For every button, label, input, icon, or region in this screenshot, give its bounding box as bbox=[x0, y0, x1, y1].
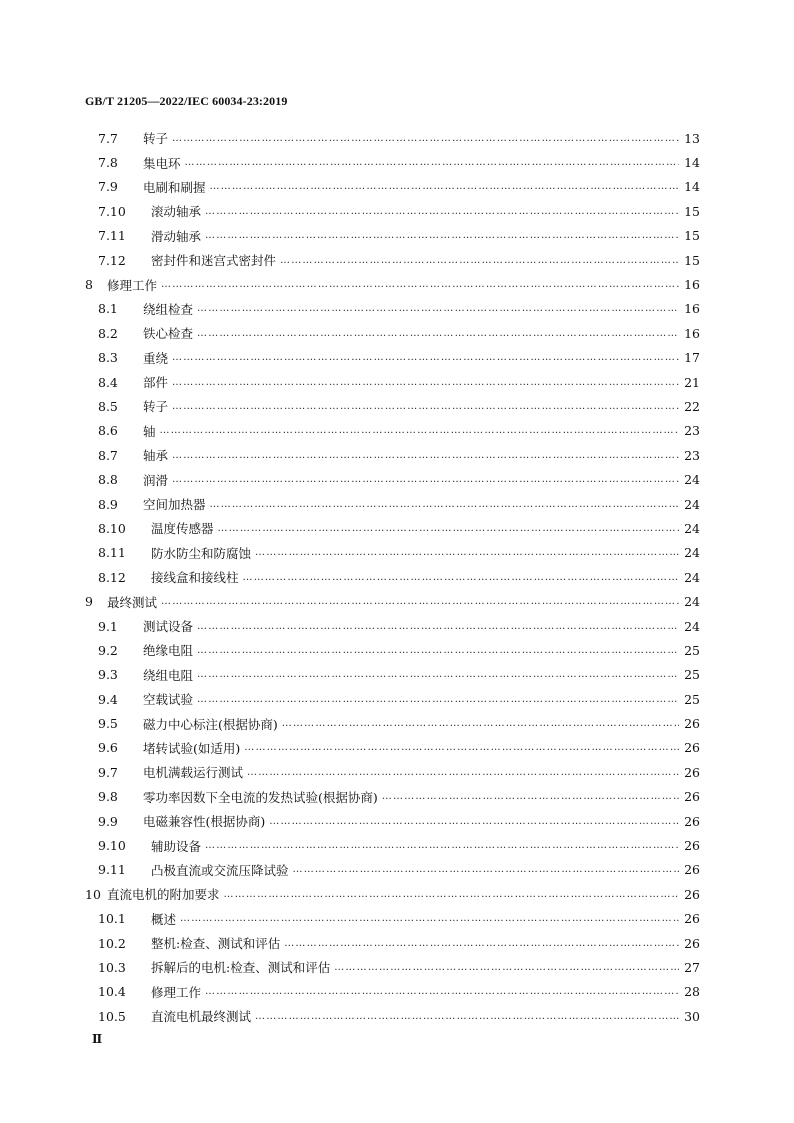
toc-entry-number: 7.8 bbox=[98, 155, 118, 171]
toc-entry[interactable] bbox=[84, 785, 700, 809]
toc-leader-dots bbox=[172, 352, 679, 363]
toc-entry-title: 空载试验 bbox=[143, 692, 194, 708]
toc-leader-dots bbox=[197, 645, 679, 656]
toc-entry-title: 转子 bbox=[143, 131, 169, 147]
toc-entry-page: 24 bbox=[684, 472, 700, 488]
toc-entry-page: 26 bbox=[684, 764, 700, 780]
toc-entry-title: 电机满载运行测试 bbox=[143, 765, 244, 781]
toc-entry-title: 绝缘电阻 bbox=[143, 643, 194, 659]
toc-leader-dots bbox=[210, 499, 680, 510]
toc-entry-page: 16 bbox=[684, 325, 700, 341]
toc-entry-number: 7.7 bbox=[98, 130, 118, 146]
toc-leader-dots bbox=[293, 864, 680, 875]
toc-leader-dots bbox=[172, 377, 679, 388]
toc-entry-title: 直流电机最终测试 bbox=[151, 1009, 252, 1025]
toc-entry-page: 24 bbox=[684, 496, 700, 512]
toc-leader-dots bbox=[269, 816, 679, 827]
toc-entry[interactable] bbox=[84, 638, 700, 662]
toc-entry-number: 10.1 bbox=[98, 911, 126, 927]
toc-entry-page: 26 bbox=[684, 886, 700, 902]
toc-entry-page: 22 bbox=[684, 398, 700, 414]
toc-leader-dots bbox=[243, 572, 680, 583]
toc-entry-number: 8.4 bbox=[98, 374, 118, 390]
toc-leader-dots bbox=[255, 547, 679, 558]
toc-entry[interactable] bbox=[84, 663, 700, 687]
toc-leader-dots bbox=[180, 913, 679, 924]
toc-entry-number: 8.6 bbox=[98, 423, 118, 439]
toc-entry[interactable] bbox=[84, 516, 700, 540]
toc-entry[interactable] bbox=[84, 321, 700, 345]
toc-entry-title: 润滑 bbox=[143, 472, 169, 488]
toc-entry-page: 25 bbox=[684, 691, 700, 707]
toc-entry-page: 16 bbox=[684, 277, 700, 293]
toc-entry-number: 8.1 bbox=[98, 301, 118, 317]
toc-entry-page: 23 bbox=[684, 423, 700, 439]
toc-entry-page: 25 bbox=[684, 667, 700, 683]
document-header: GB/T 21205—2022/IEC 60034-23:2019 bbox=[85, 94, 288, 108]
toc-leader-dots bbox=[210, 181, 680, 192]
toc-entry-title: 拆解后的电机:检查、测试和评估 bbox=[151, 960, 331, 976]
toc-entry[interactable] bbox=[84, 565, 700, 589]
toc-entry-page: 30 bbox=[684, 1008, 700, 1024]
toc-entry[interactable] bbox=[84, 882, 700, 906]
toc-entry-page: 23 bbox=[684, 447, 700, 463]
toc-leader-dots bbox=[160, 425, 680, 436]
toc-entry-number: 9.8 bbox=[98, 789, 118, 805]
toc-entry-page: 24 bbox=[684, 569, 700, 585]
toc-entry-title: 整机:检查、测试和评估 bbox=[151, 936, 281, 952]
toc-entry-number: 8.10 bbox=[98, 520, 126, 536]
toc-leader-dots bbox=[185, 157, 680, 168]
toc-entry-number: 8.2 bbox=[98, 325, 118, 341]
toc-entry[interactable] bbox=[84, 175, 700, 199]
toc-entry-page: 15 bbox=[684, 203, 700, 219]
toc-entry-title: 接线盒和接线柱 bbox=[151, 570, 239, 586]
toc-entry-page: 24 bbox=[684, 594, 700, 610]
toc-entry-number: 9.3 bbox=[98, 667, 118, 683]
toc-entry-title: 滑动轴承 bbox=[151, 228, 202, 244]
toc-leader-dots bbox=[334, 962, 679, 973]
toc-entry[interactable] bbox=[84, 150, 700, 174]
toc-entry-title: 轴承 bbox=[143, 448, 169, 464]
toc-entry-number: 8.11 bbox=[98, 545, 126, 561]
toc-entry-number: 8.3 bbox=[98, 350, 118, 366]
toc-leader-dots bbox=[218, 523, 680, 534]
toc-entry-page: 17 bbox=[684, 350, 700, 366]
toc-entry-title: 堵转试验(如适用) bbox=[143, 740, 241, 756]
toc-entry[interactable] bbox=[84, 443, 700, 467]
toc-entry-title: 概述 bbox=[151, 911, 177, 927]
toc-entry-page: 15 bbox=[684, 228, 700, 244]
toc-entry-number: 7.11 bbox=[98, 228, 126, 244]
toc-entry-title: 电刷和刷握 bbox=[143, 179, 206, 195]
toc-entry-page: 28 bbox=[684, 984, 700, 1000]
toc-entry-title: 部件 bbox=[143, 375, 169, 391]
toc-entry-page: 24 bbox=[684, 618, 700, 634]
toc-leader-dots bbox=[172, 133, 679, 144]
toc-entry-page: 14 bbox=[684, 179, 700, 195]
toc-entry[interactable] bbox=[84, 833, 700, 857]
toc-leader-dots bbox=[255, 1011, 679, 1022]
toc-entry-title: 直流电机的附加要求 bbox=[107, 887, 220, 903]
toc-entry-title: 绕组检查 bbox=[143, 301, 194, 317]
toc-entry[interactable] bbox=[84, 370, 700, 394]
toc-entry-title: 测试设备 bbox=[143, 619, 194, 634]
toc-entry[interactable] bbox=[84, 589, 700, 613]
toc-leader-dots bbox=[280, 255, 679, 266]
toc-entry-number: 10.4 bbox=[98, 984, 126, 1000]
toc-entry-number: 8.5 bbox=[98, 398, 118, 414]
toc-entry-number: 7.12 bbox=[98, 252, 126, 268]
toc-entry-number: 10.2 bbox=[98, 935, 126, 951]
toc-entry-page: 26 bbox=[684, 911, 700, 927]
toc-entry-title: 修理工作 bbox=[107, 277, 158, 293]
toc-leader-dots bbox=[247, 767, 679, 778]
toc-leader-dots bbox=[172, 474, 679, 485]
toc-leader-dots bbox=[284, 938, 679, 949]
toc-leader-dots bbox=[197, 621, 679, 632]
toc-entry-page: 26 bbox=[684, 789, 700, 805]
toc-entry-number: 9 bbox=[85, 594, 93, 610]
toc-entry-page: 26 bbox=[684, 838, 700, 854]
toc-entry[interactable] bbox=[84, 687, 700, 711]
toc-entry-number: 8.12 bbox=[98, 569, 126, 585]
toc-entry[interactable] bbox=[84, 955, 700, 979]
toc-entry-title: 修理工作 bbox=[151, 984, 202, 1000]
toc-entry-number: 8.7 bbox=[98, 447, 118, 463]
toc-entry-page: 24 bbox=[684, 520, 700, 536]
toc-leader-dots bbox=[161, 596, 679, 607]
table-of-contents bbox=[84, 126, 700, 1028]
toc-entry[interactable] bbox=[84, 492, 700, 516]
toc-entry-page: 26 bbox=[684, 813, 700, 829]
toc-entry-number: 10.5 bbox=[98, 1008, 126, 1024]
toc-leader-dots bbox=[224, 889, 680, 900]
toc-entry-page: 24 bbox=[684, 545, 700, 561]
toc-entry-page: 21 bbox=[684, 374, 700, 390]
toc-entry-title: 集电环 bbox=[143, 155, 181, 171]
toc-leader-dots bbox=[172, 401, 679, 412]
page-number: Ⅱ bbox=[92, 1032, 103, 1046]
toc-entry-page: 13 bbox=[684, 130, 700, 146]
toc-entry-page: 16 bbox=[684, 301, 700, 317]
toc-entry[interactable] bbox=[84, 711, 700, 735]
toc-entry-title: 绕组电阻 bbox=[143, 667, 194, 683]
toc-leader-dots bbox=[172, 450, 679, 461]
toc-entry-number: 8 bbox=[85, 277, 93, 293]
toc-entry-page: 25 bbox=[684, 642, 700, 658]
toc-entry[interactable] bbox=[84, 907, 700, 931]
toc-entry-title: 空间加热器 bbox=[143, 497, 206, 513]
toc-entry-title: 电磁兼容性(根据协商) bbox=[143, 814, 266, 830]
toc-leader-dots bbox=[161, 279, 679, 290]
toc-entry-page: 14 bbox=[684, 155, 700, 171]
toc-entry[interactable] bbox=[84, 614, 700, 638]
toc-entry[interactable] bbox=[84, 224, 700, 248]
toc-entry-number: 8.8 bbox=[98, 472, 118, 488]
toc-entry[interactable] bbox=[84, 931, 700, 955]
toc-leader-dots bbox=[197, 694, 679, 705]
toc-leader-dots bbox=[382, 791, 679, 802]
toc-entry-title: 密封件和迷宫式密封件 bbox=[151, 253, 277, 269]
toc-leader-dots bbox=[205, 840, 679, 851]
toc-entry[interactable] bbox=[84, 980, 700, 1004]
toc-leader-dots bbox=[197, 328, 679, 339]
toc-entry-number: 9.7 bbox=[98, 764, 118, 780]
toc-entry-number: 9.9 bbox=[98, 813, 118, 829]
toc-leader-dots bbox=[197, 669, 679, 680]
toc-leader-dots bbox=[244, 742, 679, 753]
toc-entry-number: 10 bbox=[85, 886, 101, 902]
toc-entry-title: 轴 bbox=[143, 423, 156, 439]
toc-entry-title: 防水防尘和防腐蚀 bbox=[151, 545, 252, 561]
toc-entry[interactable] bbox=[84, 199, 700, 223]
toc-entry-title: 最终测试 bbox=[107, 594, 158, 610]
toc-entry[interactable] bbox=[84, 858, 700, 882]
toc-entry-number: 7.10 bbox=[98, 203, 126, 219]
toc-entry-number: 10.3 bbox=[98, 959, 126, 975]
toc-entry-title: 转子 bbox=[143, 399, 169, 415]
toc-entry[interactable] bbox=[84, 736, 700, 760]
toc-entry[interactable] bbox=[84, 394, 700, 418]
toc-entry[interactable] bbox=[84, 419, 700, 443]
toc-entry-title: 磁力中心标注(根据协商) bbox=[143, 716, 278, 732]
toc-entry-number: 9.5 bbox=[98, 716, 118, 732]
toc-entry-page: 26 bbox=[684, 935, 700, 951]
toc-entry[interactable] bbox=[84, 541, 700, 565]
toc-entry[interactable] bbox=[84, 1004, 700, 1028]
toc-entry-number: 7.9 bbox=[98, 179, 118, 195]
toc-leader-dots bbox=[205, 230, 679, 241]
toc-entry-number: 9.11 bbox=[98, 862, 126, 878]
toc-entry-number: 9.6 bbox=[98, 740, 118, 756]
toc-entry-page: 26 bbox=[684, 740, 700, 756]
toc-entry[interactable] bbox=[84, 126, 700, 150]
toc-entry-title: 滚动轴承 bbox=[151, 204, 202, 220]
toc-entry[interactable] bbox=[84, 297, 700, 321]
toc-entry-page: 27 bbox=[684, 959, 700, 975]
toc-entry-title: 铁心检查 bbox=[143, 326, 194, 342]
toc-entry-page: 26 bbox=[684, 862, 700, 878]
toc-entry-title: 重绕 bbox=[143, 350, 169, 366]
toc-entry-title: 零功率因数下全电流的发热试验(根据协商) bbox=[143, 789, 378, 805]
toc-entry-page: 15 bbox=[684, 252, 700, 268]
toc-leader-dots bbox=[282, 718, 679, 729]
toc-leader-dots bbox=[205, 986, 679, 997]
toc-entry-number: 9.4 bbox=[98, 691, 118, 707]
toc-entry[interactable] bbox=[84, 272, 700, 296]
toc-entry[interactable] bbox=[84, 809, 700, 833]
toc-entry-title: 凸极直流或交流压降试验 bbox=[151, 862, 289, 878]
toc-entry-number: 9.1 bbox=[98, 618, 118, 634]
toc-entry-title: 温度传感器 bbox=[151, 521, 214, 537]
toc-leader-dots bbox=[205, 206, 679, 217]
toc-leader-dots bbox=[197, 303, 679, 314]
toc-entry-number: 9.2 bbox=[98, 642, 118, 658]
toc-entry-page: 26 bbox=[684, 716, 700, 732]
toc-entry-number: 9.10 bbox=[98, 838, 126, 854]
toc-entry[interactable] bbox=[84, 248, 700, 272]
toc-entry[interactable] bbox=[84, 346, 700, 370]
toc-entry[interactable] bbox=[84, 467, 700, 491]
toc-entry-number: 8.9 bbox=[98, 496, 118, 512]
toc-entry-title: 辅助设备 bbox=[151, 838, 202, 854]
toc-entry[interactable] bbox=[84, 760, 700, 784]
